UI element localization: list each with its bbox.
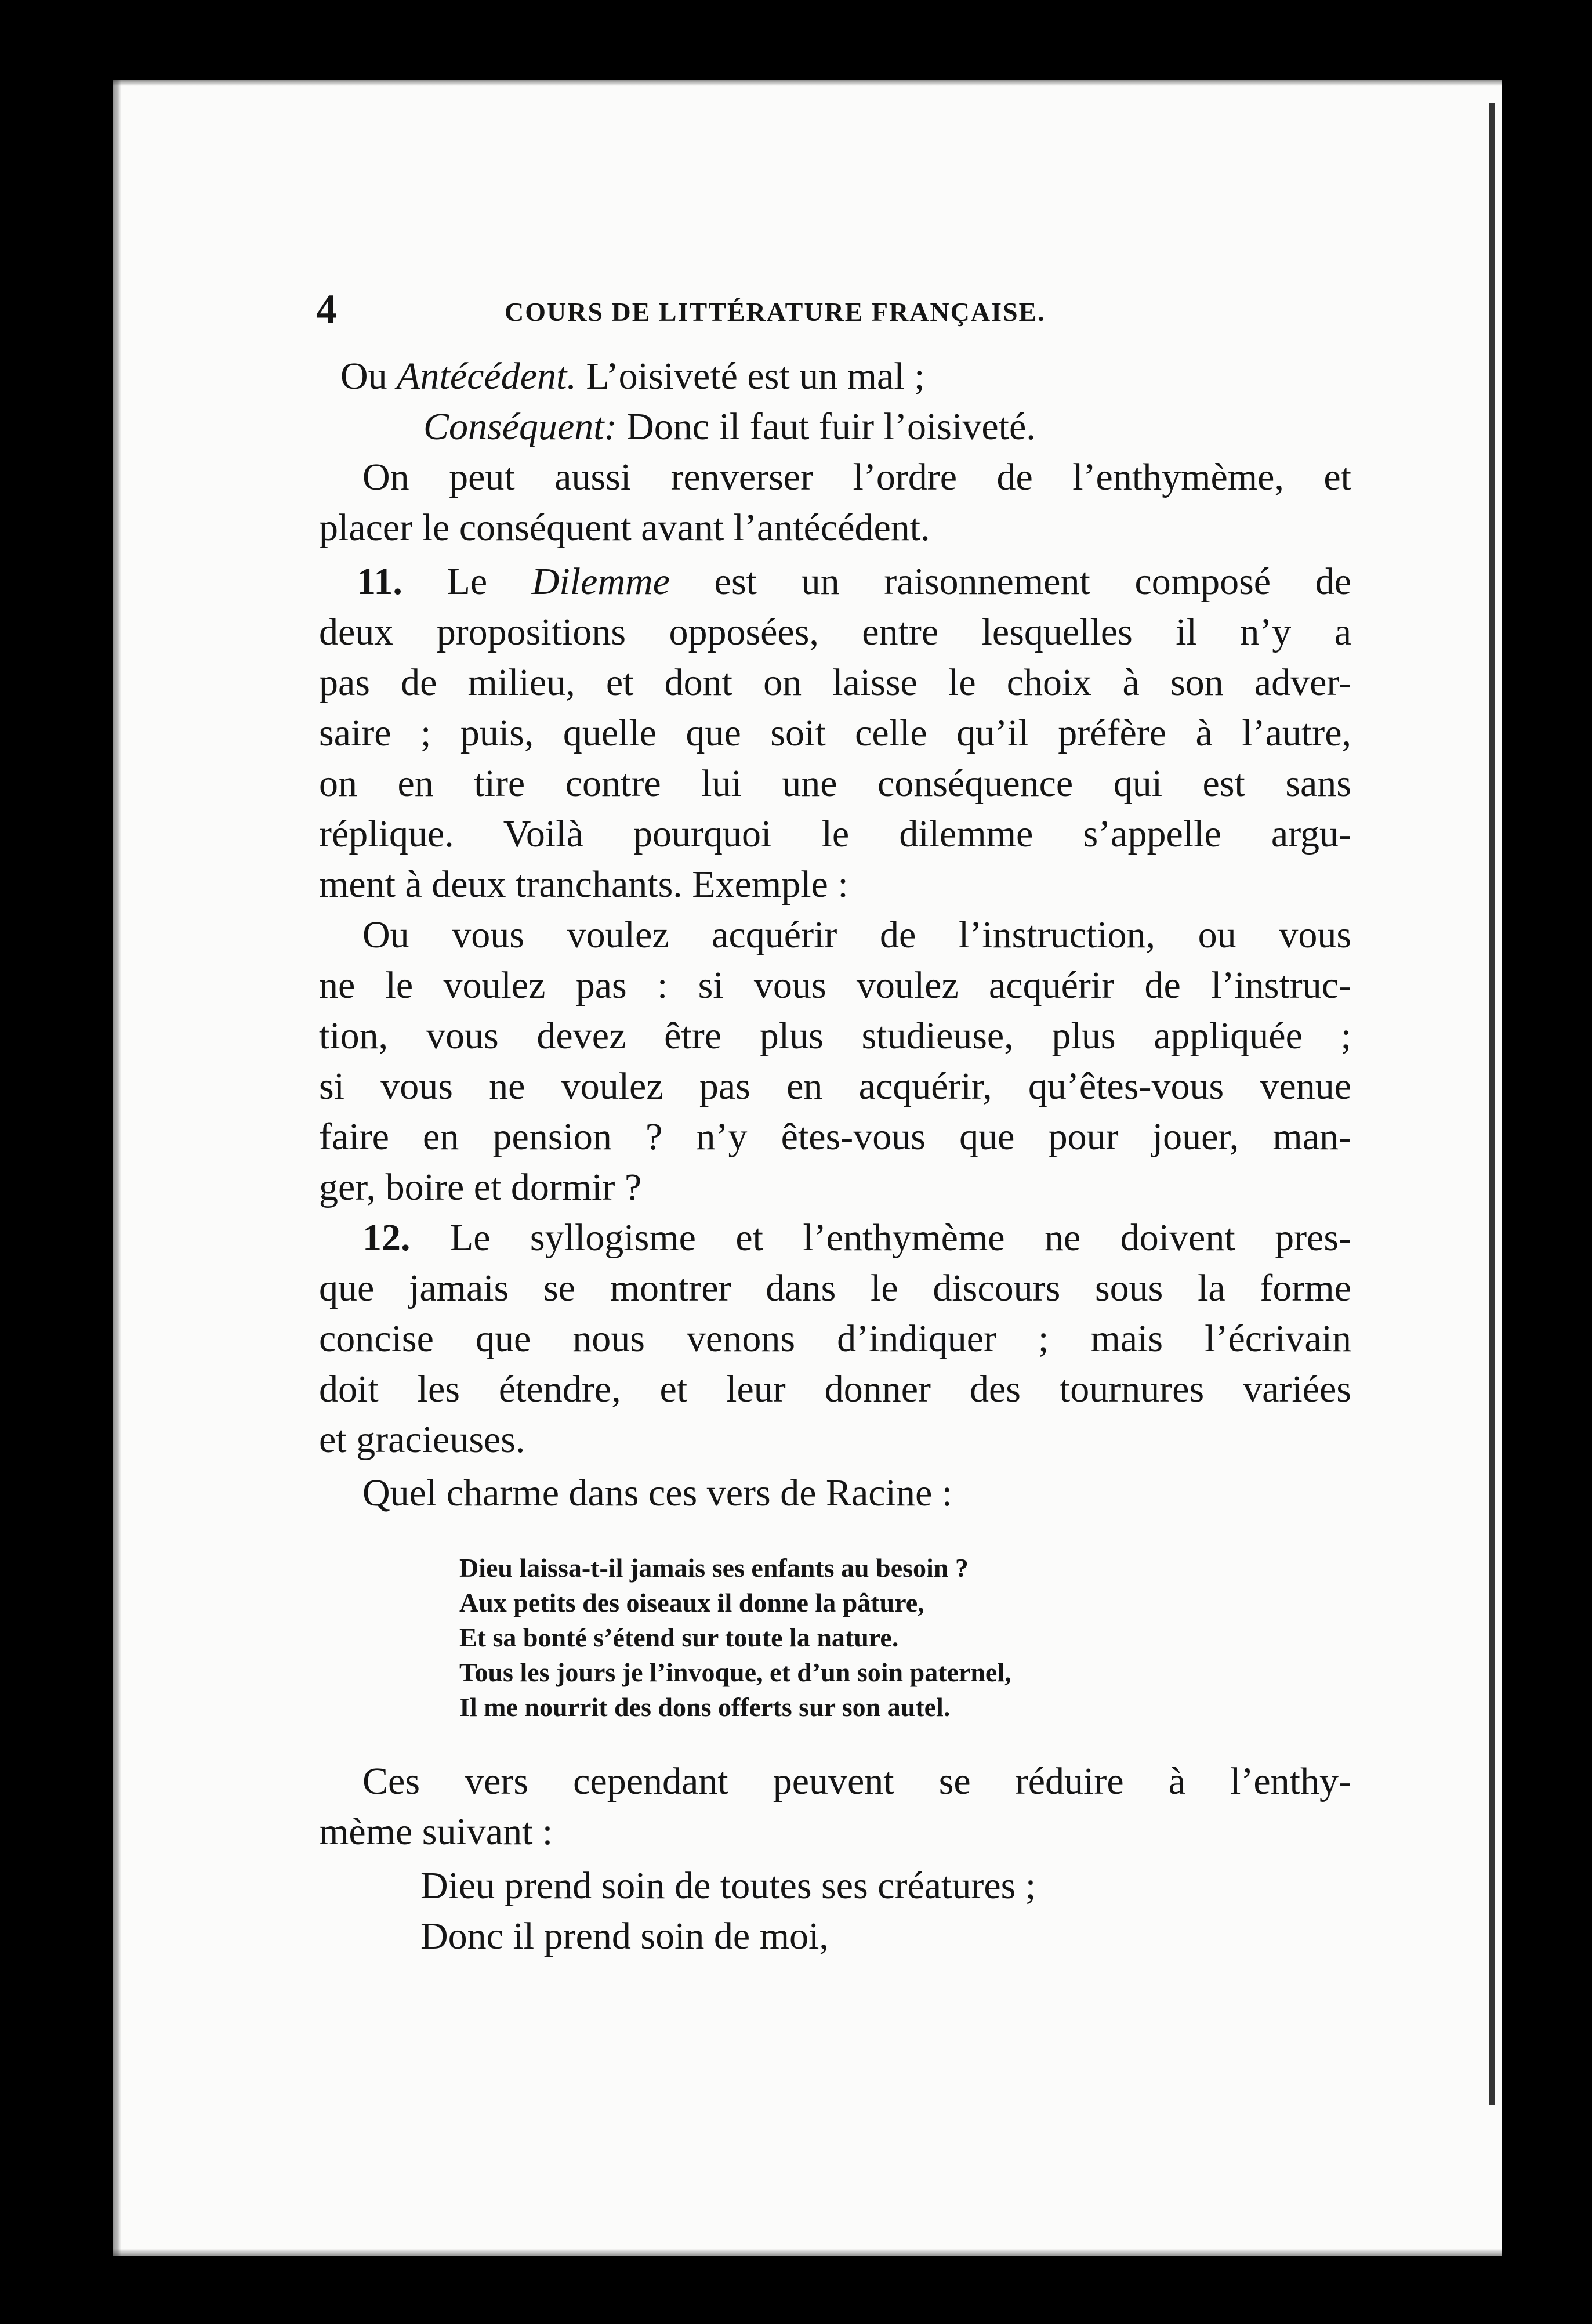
dilemma-line-3: pas de milieu, et dont on laisse le choix à son adver- xyxy=(319,661,1351,704)
final-enthymeme-line-1: Dieu prend soin de toutes ses créatures ; xyxy=(420,1865,1036,1907)
reduction-line-1: Ces vers cependant peuvent se réduire à l’enthy- xyxy=(362,1760,1351,1802)
dilemma-line-4: saire ; puis, quelle que soit celle qu’il préfère à l’autre, xyxy=(319,712,1351,754)
antecedent-prefix: Ou xyxy=(340,355,397,397)
verse-line-2: Aux petits des oiseaux il donne la pâture, xyxy=(459,1588,924,1617)
dilemma-example-line-3: tion, vous devez être plus studieuse, plus appliquée ; xyxy=(319,1015,1351,1057)
dilemma-example-line-1: Ou vous voulez acquérir de l’instruction, ou vous xyxy=(362,914,1351,956)
dilemma-example-line-5: faire en pension ? n’y êtes-vous que pour jouer, man- xyxy=(319,1116,1351,1158)
dilemma-example-line-2: ne le voulez pas : si vous voulez acquérir de l’instruc- xyxy=(319,964,1351,1007)
reduction-line-2: mème suivant : xyxy=(319,1811,553,1853)
running-head xyxy=(316,286,1256,332)
syllogism-line-5: et gracieuses. xyxy=(319,1418,525,1461)
antecedent-line xyxy=(340,352,924,401)
scan-edge-top xyxy=(113,80,1502,86)
verse-line-5: Il me nourrit des dons offerts sur son autel. xyxy=(459,1692,951,1722)
syllogism-line-2: que jamais se montrer dans le discours sous la forme xyxy=(319,1267,1351,1309)
syllogism-line-1: 12. Le syllogisme et l’enthymème ne doivent pres- xyxy=(362,1217,1351,1259)
book-page xyxy=(113,80,1502,2256)
syllogism-line-4: doit les étendre, et leur donner des tournures variées xyxy=(319,1368,1351,1410)
final-enthymeme-line-2: Donc il prend soin de moi, xyxy=(420,1915,829,1957)
dilemma-line-7: ment à deux tranchants. Exemple : xyxy=(319,863,848,906)
consequent-text: Donc il faut fuir l’oisiveté. xyxy=(617,406,1036,448)
racine-intro: Quel charme dans ces vers de Racine : xyxy=(362,1472,953,1514)
verse-line-1: Dieu laissa-t-il jamais ses enfants au besoin ? xyxy=(459,1553,969,1583)
running-title: COURS DE LITTÉRATURE FRANÇAISE. xyxy=(505,297,1046,327)
dilemma-line-1: 11. Le Dilemme est un raisonnement composé de xyxy=(357,560,1351,603)
dilemma-example-line-4: si vous ne voulez pas en acquérir, qu’êtes-vous venue xyxy=(319,1065,1351,1107)
verse-line-4: Tous les jours je l’invoque, et d’un soin paternel, xyxy=(459,1657,1011,1687)
reverse-line-1: On peut aussi renverser l’ordre de l’enthymème, et xyxy=(362,456,1351,498)
term-dilemme: Dilemme xyxy=(531,560,670,603)
paragraph-number-11: 11. xyxy=(357,560,402,603)
scan-edge-bottom xyxy=(113,2249,1502,2256)
scan-edge-left xyxy=(113,80,121,2256)
dilemma-line-6: réplique. Voilà pourquoi le dilemme s’appelle argu- xyxy=(319,813,1351,855)
dilemma-line-2: deux propositions opposées, entre lesquelles il n’y a xyxy=(319,611,1351,653)
antecedent-label: Antécédent. xyxy=(397,355,576,397)
antecedent-text: L’oisiveté est un mal ; xyxy=(576,355,925,397)
paragraph-number-12: 12. xyxy=(362,1217,411,1259)
reverse-line-2: placer le conséquent avant l’antécédent. xyxy=(319,506,930,549)
page-number: 4 xyxy=(316,286,337,332)
dilemma-example-line-6: ger, boire et dormir ? xyxy=(319,1166,642,1208)
verse-line-3: Et sa bonté s’étend sur toute la nature. xyxy=(459,1623,899,1652)
consequent-line xyxy=(423,402,1036,452)
syllogism-line-3: concise que nous venons d’indiquer ; mais l’écrivain xyxy=(319,1317,1351,1360)
dilemma-line-5: on en tire contre lui une conséquence qui est sans xyxy=(319,762,1351,805)
scan-edge-right xyxy=(1489,103,1495,2105)
consequent-label: Conséquent: xyxy=(423,406,617,448)
